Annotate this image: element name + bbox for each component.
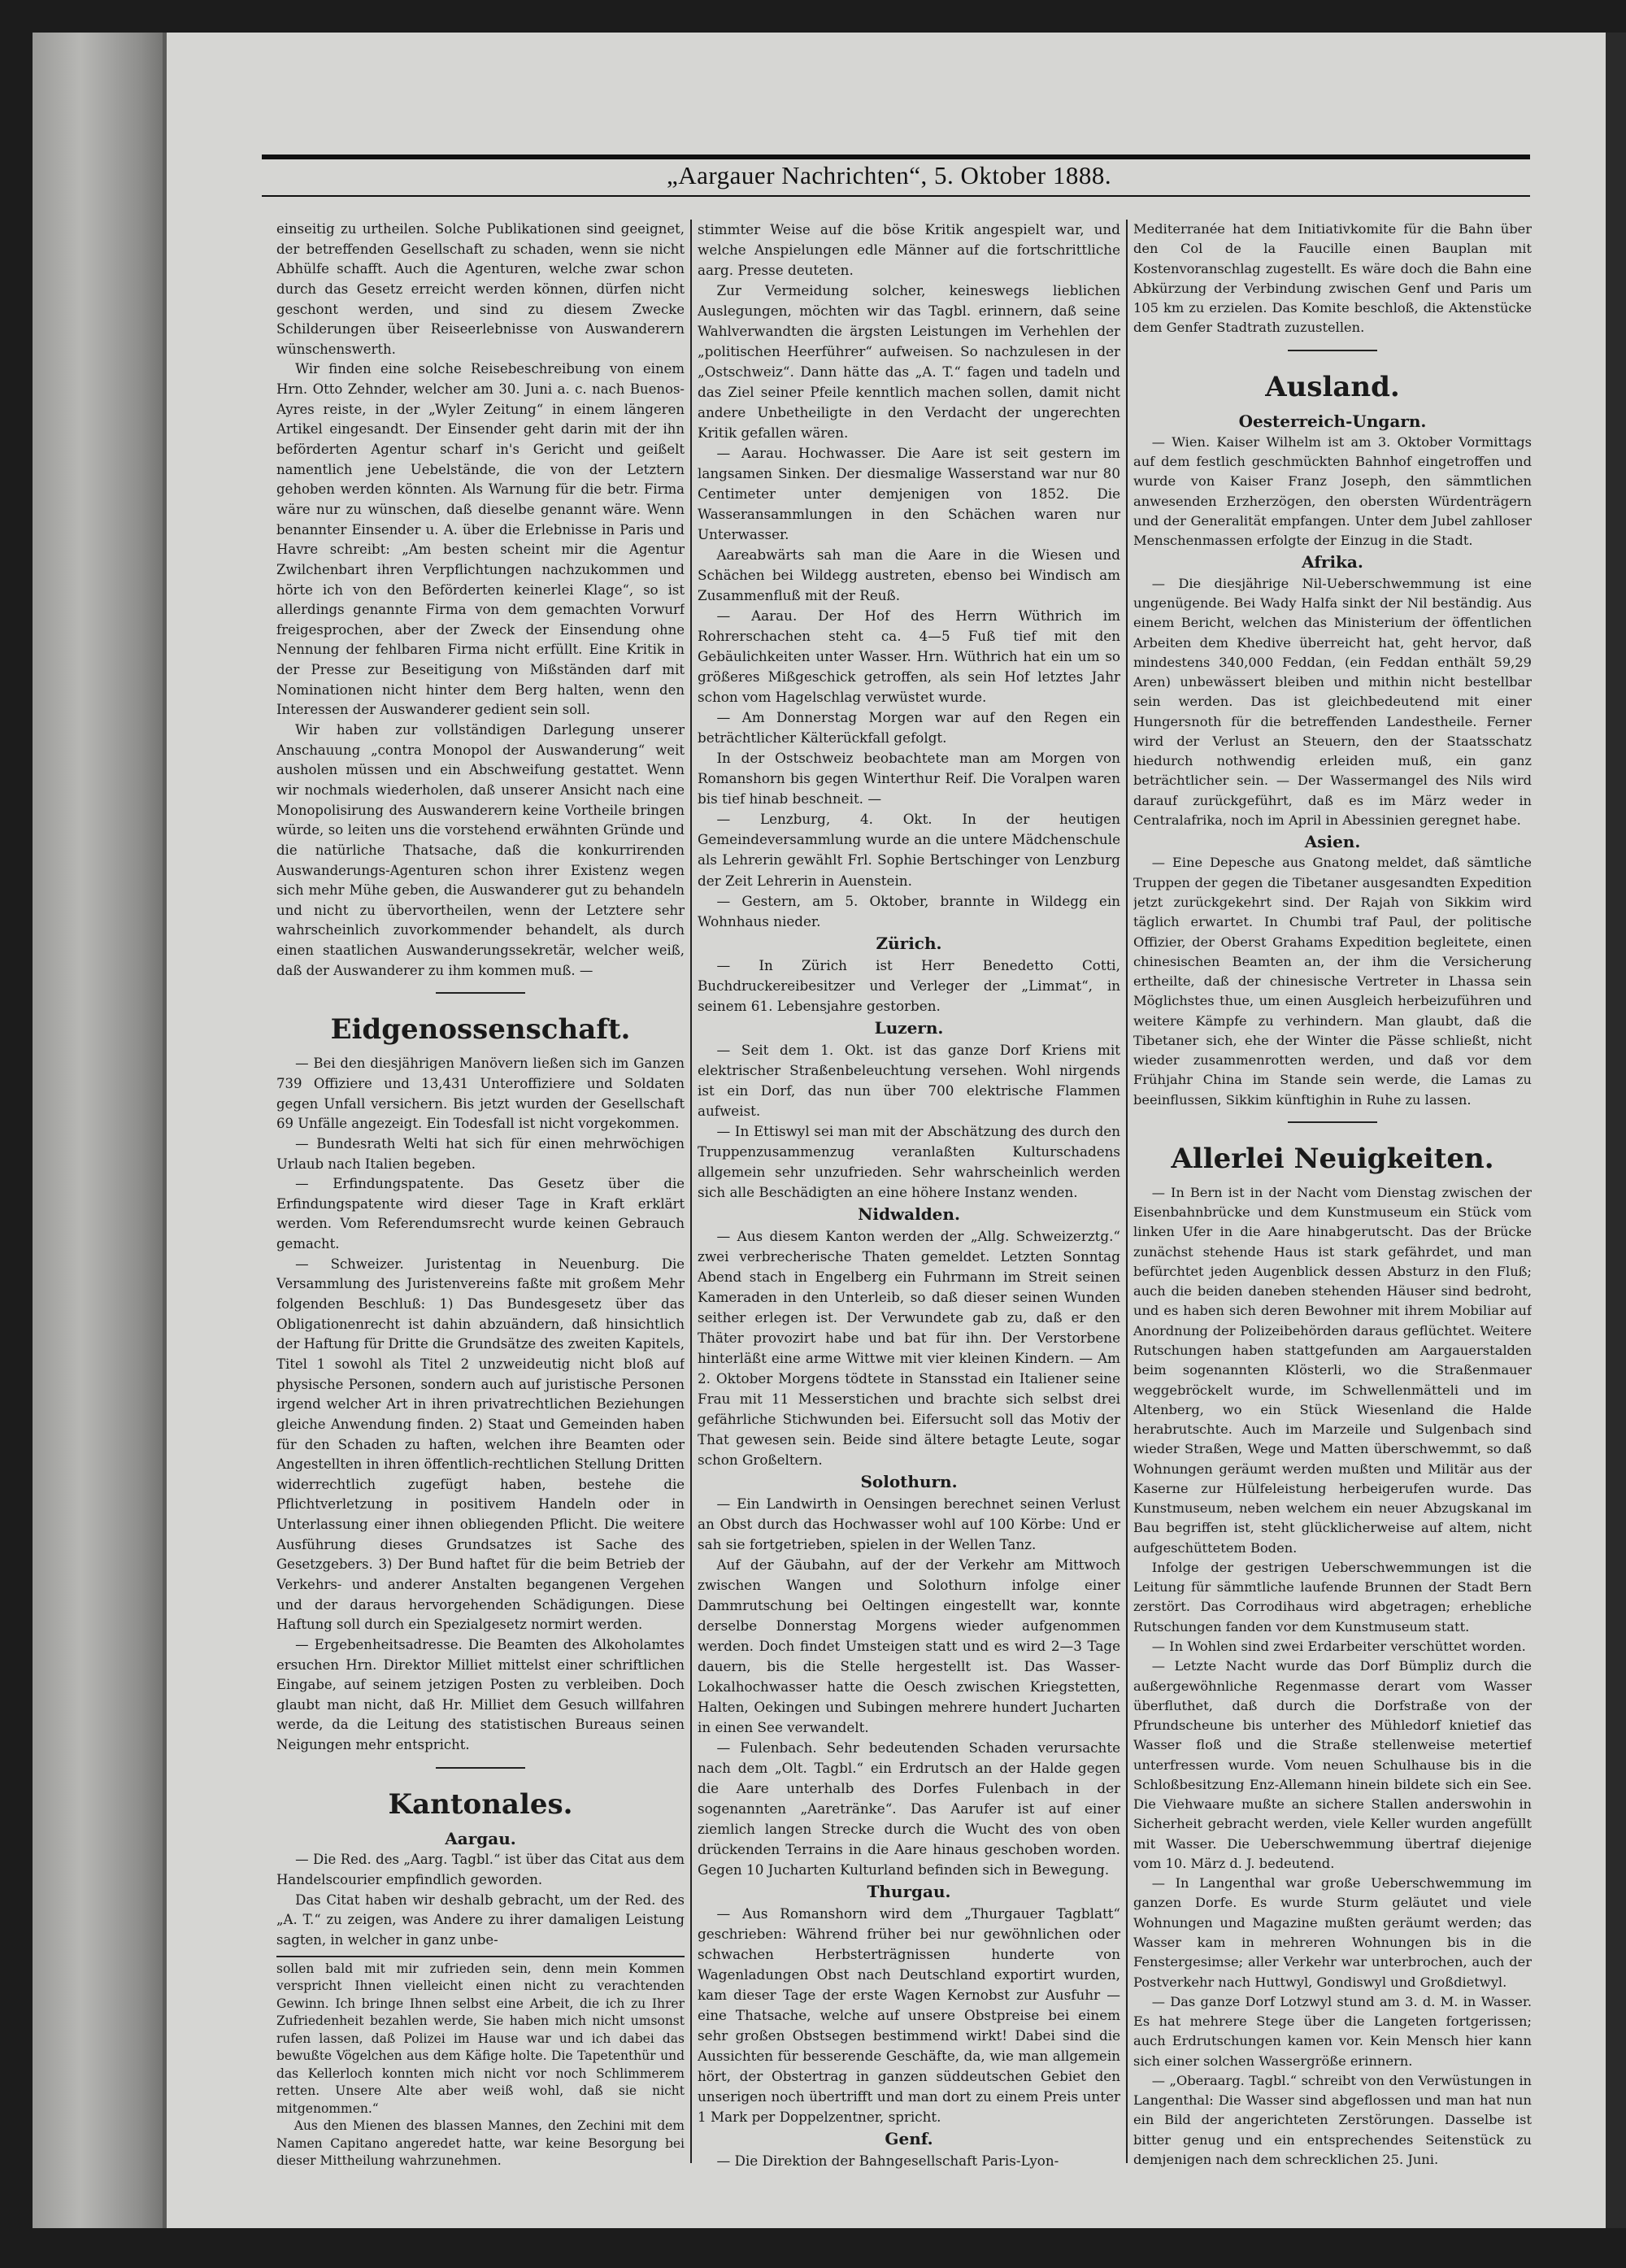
section-heading-kantonales: Kantonales. xyxy=(388,1787,573,1821)
news-item: Auf der Gäubahn, auf der der Verkehr am Mittwoch zwischen Wangen und Solothurn infolge einer Dammrutschung bei Oeltingen eingestellt war, konnte derselbe Donnerstag Morgens wieder aufgenommen werden. Doch findet Umsteigen statt und es wird 2—3 Tage dauern, bis die Stelle hergestellt ist. Das Wasser-Lokalhochwasser hatte die Oesch zwischen Kriegstetten, Halten, Oekingen und Subingen mehrere hundert Jucharten in einen See verwandelt. xyxy=(698,1556,1120,1736)
article-paragraph: Mediterranée hat dem Initiativkomite für die Bahn über den Col de la Faucille einen Bauplan mit Kostenvoranschlag zugestellt. Es wäre doch die Bahn eine Abkürzung der Verbindung zwischen Genf und Paris um 105 km zu erzielen. Das Komite beschloß, die Aktenstücke dem Genfer Stadtrath zuzustellen. xyxy=(1133,221,1532,336)
news-item: — In Zürich ist Herr Benedetto Cotti, Buchdruckereibesitzer und Verleger der „Limmat“, in seinem 61. Lebensjahre gestorben. xyxy=(698,956,1120,1014)
news-item: — Bundesrath Welti hat sich für einen mehrwöchigen Urlaub nach Italien begeben. xyxy=(276,1135,685,1172)
news-item: — Das ganze Dorf Lotzwyl stund am 3. d. M. in Wasser. Es hat mehrere Stege über die Langeten fortgerissen; auch Erdrutschungen kamen vor. Kein Mensch hier kann sich einer solchen Wassergröße erinnern. xyxy=(1133,1993,1532,2069)
section-rule xyxy=(1288,1121,1377,1123)
subheading-aargau: Aargau. xyxy=(445,1828,516,1848)
header-rule-top xyxy=(262,155,1530,159)
page-right-shadow xyxy=(1606,33,1626,2228)
news-item: — In Wohlen sind zwei Erdarbeiter verschüttet worden. xyxy=(1151,1639,1526,1654)
news-item: Aareabwärts sah man die Aare in die Wiesen und Schächen bei Wildegg austreten, ebenso bei Windisch am Zusammenfluß mit der Reuß. xyxy=(698,546,1120,604)
column-divider-2 xyxy=(1126,220,1128,2163)
feuilleton-rule xyxy=(276,1956,685,1957)
news-item: — Ein Landwirth in Oensingen berechnet seinen Verlust an Obst durch das Hochwasser wohl auf 100 Körbe: Und er sah sie fortgetrieben, spielen in der Wellen Tanz. xyxy=(698,1495,1120,1552)
column-1 xyxy=(276,220,685,2171)
news-item: — Erfindungspatente. Das Gesetz über die Erfindungspatente wird dieser Tage in Kraft erklärt werden. Vom Referendumsrecht wurde keinen Gebrauch gemacht. xyxy=(276,1176,685,1252)
subheading-genf: Genf. xyxy=(885,2129,933,2149)
news-item: — In Bern ist in der Nacht vom Dienstag zwischen der Eisenbahnbrücke und dem Kunstmuseum ein Stück vom linken Ufer in die Aare hinabgerutscht. Das der Brücke zunächst stehende Haus ist stark gefährdet, und man befürchtet jeden Augenblick dessen Absturz in den Fluß; auch die beiden daneben stehenden Häuser sind bedroht, und es haben sich deren Bewohner mit ihrem Mobiliar auf Anordnung der Polizeibehörden daraus geflüchtet. Weitere Rutschungen haben stattgefunden am Aargauerstalden beim sogenannten Klösterli, wo die Straßenmauer weggebröckelt wurde, im Schwellenmätteli und im Altenberg, wo ein Stück Wiesenland die Halde herabrutschte. Auch im Marzeile und Sulgenbach sind wieder Straßen, Wege und Matten überschwemmt, so daß Wohnungen geräumt werden mußten und Militär aus der Kaserne zur Hülfeleistung herbeigerufen wurde. Das Kunstmuseum, neben welchem ein neuer Abzugskanal im Bau begriffen ist, steht glücklicherweise auf altem, nicht aufgeschüttetem Boden. xyxy=(1133,1184,1532,1556)
article-paragraph: Wir finden eine solche Reisebeschreibung von einem Hrn. Otto Zehnder, welcher am 30. Juni a. c. nach Buenos-Ayres reiste, in der „Wyler Zeitung“ in einem längeren Artikel eingesandt. Der Einsender geht darin mit der ihn beförderten Agentur scharf in's Gericht und geißelt namentlich jene Uebelstände, die von der Letztern gehoben werden könnten. Als Warnung für die betr. Firma wäre nur zu wünschen, daß dieselbe genannt wäre. Wenn benannter Einsender u. A. über die Erlebnisse in Paris und Havre schreibt: „Am besten scheint mir die Agentur Zwilchenbart ihren Verpflichtungen nachzukommen und hörte ich von den Beförderten keinerlei Klage“, so ist allerdings genannte Firma von dem gemachten Vorwurf freigesprochen, aber der Zweck der Einsendung ohne Nennung der fehlbaren Firma nicht erfüllt. Eine Kritik in der Presse zur Beseitigung von Mißständen darf mit Nominationen nicht hinter dem Berg halten, wenn den Interessen der Auswanderer gedient sein soll. xyxy=(276,361,685,718)
column-2 xyxy=(698,220,1120,2171)
news-item: — „Oberaarg. Tagbl.“ schreibt von den Verwüstungen in Langenthal: Die Wasser sind abgeflossen und man hat nun ein Bild der angerichteten Zerstörungen. Dasselbe ist bitter genug und ein entsprechendes Seitenstück zu demjenigen nach dem schrecklichen 25. Juni. xyxy=(1133,2072,1532,2167)
news-item: — Eine Depesche aus Gnatong meldet, daß sämtliche Truppen der gegen die Tibetaner ausgesandten Expedition jetzt zurückgekehrt sind. Der Rajah von Sikkim wird täglich erwartet. In Chumbi traf Paul, der politische Offizier, der Oberst Grahams Expedition begleitete, einen chinesischen Beamten an, der ihm die Versicherung ertheilte, daß der chinesische Vertreter in Lhassa sein Möglichstes thue, um einen Ausgleich herbeizuführen und weitere Kämpfe zu verhindern. Man glaubt, daß die Tibetaner sich, ehe der Winter die Pässe schließt, nicht wieder zusammenrotten werden, und daß vor dem Frühjahr China im Stande sein werde, die Lamas zu beeinflussen, Sikkim künftighin in Ruhe zu lassen. xyxy=(1133,855,1532,1108)
section-rule xyxy=(436,992,525,994)
feuilleton-text: sollen bald mit mir zufrieden sein, denn mein Kommen verspricht Ihnen vielleicht einen nicht zu verachtenden Gewinn. Ich bringe Ihnen selbst eine Arbeit, die ich zu Ihrer Zufriedenheit bezahlen werde, Sie haben mich nicht umsonst rufen lassen, daß Polizei im Hause war und ich dabei das bewußte Vögelchen aus dem Käfige holte. Die Tapetenthür und das Kellerloch konnten mich nicht vor noch Schlimmerem retten. Unsere Alte aber weiß wohl, daß sie nicht mitgenommen.“ xyxy=(276,1961,685,2116)
news-item: — Seit dem 1. Okt. ist das ganze Dorf Kriens mit elektrischer Straßenbeleuchtung versehen. Wohl nirgends ist ein Dorf, das nun über 700 elektrische Flammen aufweist. xyxy=(698,1041,1120,1119)
news-item: — In Langenthal war große Ueberschwemmung im ganzen Dorfe. Es wurde Sturm geläutet und viele Wohnungen und Magazine mußten geräumt werden; das Wasser kam in mehreren Wohnungen bis in die Fenstergesimse; aller Verkehr war unterbrochen, auch der Postverkehr nach Huttwyl, Gondiswyl und Großdietwyl. xyxy=(1133,1875,1532,1990)
subheading-afrika: Afrika. xyxy=(1302,552,1363,572)
news-item: Infolge der gestrigen Ueberschwemmungen ist die Leitung für sämmtliche laufende Brunnen der Stadt Bern zerstört. Das Corrodihaus wird abgetragen; erhebliche Rutschungen fanden vor dem Kunstmuseum statt. xyxy=(1133,1559,1532,1635)
news-item: Das Citat haben wir deshalb gebracht, um der Red. des „A. T.“ zu zeigen, was Andere zu ihrer damaligen Leistung sagten, in welcher in ganz unbe- xyxy=(276,1891,685,1948)
section-rule xyxy=(1288,350,1377,351)
news-item: — Aus diesem Kanton werden der „Allg. Schweizerztg.“ zwei verbrecherische Thaten gemeldet. Letzten Sonntag Abend stach in Engelberg ein Fuhrmann im Streit seinen Kameraden in den Unterleib, so daß dieser seinen Wunden seither erlegen ist. Der Verwundete gab zu, daß er den Thäter provozirt habe und bat für ihn. Der Verstorbene hinterläßt eine arme Wittwe mit vier kleinen Kindern. — Am 2. Oktober Morgens tödtete in Stansstad ein Italiener seine Frau mit 11 Messerstichen und brachte sich selbst drei gefährliche Stichwunden bei. Eifersucht soll das Motiv der That gewesen sein. Beide sind ältere betagte Leute, sogar schon Großeltern. xyxy=(698,1227,1120,1468)
section-rule xyxy=(436,1767,525,1769)
news-item: — Am Donnerstag Morgen war auf den Regen ein beträchtlicher Kälterückfall gefolgt. xyxy=(698,709,1120,747)
news-item: — Gestern, am 5. Oktober, brannte in Wildegg ein Wohnhaus nieder. xyxy=(698,892,1120,929)
news-item: In der Ostschweiz beobachtete man am Morgen von Romanshorn bis gegen Winterthur Reif. Die Voralpen waren bis tief hinab beschneit. — xyxy=(698,750,1120,808)
news-item: — In Ettiswyl sei man mit der Abschätzung des durch den Truppenzusammenzug veranlaßten Kulturschadens allgemein sehr unzufrieden. Sehr wahrscheinlich werden sich alle Beschädigten an eine höhere Instanz wenden. xyxy=(698,1122,1120,1200)
news-item: — Letzte Nacht wurde das Dorf Bümpliz durch die außergewöhnliche Regenmasse derart vom Wasser überfluthet, daß durch die Dorfstraße von der Pfrundscheune bis unterher des Mühledorf knietief das Wasser floß und die Straße stellenweise metertief unterfressen wurde. Vom neuen Schulhause bis in die Schloßbesitzung Enz-Allemann hinein bildete sich ein See. Die Viehwaare mußte an sichere Stallen anderswohin in Sicherheit gebracht werden, viele Keller wurden angefüllt mit Wasser. Die Ueberschwemmung übertraf diejenige vom 10. März d. J. bedeutend. xyxy=(1133,1658,1532,1871)
column-3 xyxy=(1133,220,1532,2171)
section-heading-eidgenossenschaft: Eidgenossenschaft. xyxy=(330,1013,631,1047)
news-item: — Die Red. des „Aarg. Tagbl.“ ist über das Citat aus dem Handelscourier empfindlich geworden. xyxy=(276,1852,685,1888)
news-item: — Aarau. Hochwasser. Die Aare ist seit gestern im langsamen Sinken. Der diesmalige Wasserstand war nur 80 Centimeter unter demjenigen von 1852. Die Wasseransammlungen in den Schächen waren nur Unterwasser. xyxy=(698,445,1120,543)
news-item: — Bei den diesjährigen Manövern ließen sich im Ganzen 739 Offiziere und 13,431 Unteroffiziere und Soldaten gegen Unfall versichern. Bis jetzt wurden der Gesellschaft 69 Unfälle angezeigt. Ein Todesfall ist nicht vorgekommen. xyxy=(276,1056,685,1132)
subheading-nidwalden: Nidwalden. xyxy=(858,1204,960,1224)
news-item: — Aus Romanshorn wird dem „Thurgauer Tagblatt“ geschrieben: Während früher bei nur gewöhnlichen oder schwachen Herbsterträgnissen hunderte von Wagenladungen Obst nach Deutschland exportirt wurden, kam dieser Tage der erste Wagen Kernobst zur Ausfuhr — eine Thatsache, welche auf unsere Obstpreise bei einem sehr großen Obstsegen bestimmend wirkt! Dabei sind die Aussichten für besserende Geschäfte, da, wie man allgemein hört, der Obstertrag in ganzen süddeutschen Gebiet den unserigen noch übertrifft und man dort zu einem Preis unter 1 Mark per Doppelzentner, spricht. xyxy=(698,1905,1120,2126)
news-item: — Lenzburg, 4. Okt. In der heutigen Gemeindeversammlung wurde an die untere Mädchenschule als Lehrerin gewählt Frl. Sophie Bertschinger von Lenzburg der Zeit Lehrerin in Auenstein. xyxy=(698,811,1120,889)
section-heading-allerlei-neuigkeiten: Allerlei Neuigkeiten. xyxy=(1171,1142,1494,1175)
article-paragraph: Wir haben zur vollständigen Darlegung unserer Anschauung „contra Monopol der Auswanderung“ weit ausholen müssen und ein Abschweifung gestattet. Wenn wir nochmals wiederholen, daß unserer Ansicht nach eine Monopolisirung des Auswanderern keine Vortheile bringen würde, so leiten uns die vorstehend erwähnten Gründe und die natürliche Thatsache, daß die konkurrirenden Auswanderungs-Agenturen schon ihrer Existenz wegen sich mehr Mühe geben, die Auswanderer gut zu behandeln und nicht zu übervortheilen, wenn der Letztere sehr wahrscheinlich zuvorkommender behandelt, als durch einen staatlichen Auswanderungssekretär, welcher weiß, daß der Auswanderer zu ihm kommen muß. — xyxy=(276,722,685,978)
header-rule-bottom xyxy=(262,195,1530,197)
article-paragraph: einseitig zu urtheilen. Solche Publikationen sind geeignet, der betreffenden Gesellschaft zu schaden, wenn sie nicht Abhülfe schafft. Auch die Agenturen, welche zwar schon durch das Gesetz erreicht werden können, dürfen nicht geschont werden, und sind zu diesem Zwecke Schilderungen über Reiseerlebnisse von Auswanderern wünschenswerth. xyxy=(276,221,685,357)
masthead-title: „Aargauer Nachrichten“, 5. Oktober 1888. xyxy=(667,161,1112,189)
section-heading-ausland: Ausland. xyxy=(1265,370,1400,403)
feuilleton-text: Aus den Mienen des blassen Mannes, den Zechini mit dem Namen Capitano angeredet hatte, war keine Besorgung bei dieser Mittheilung wahrzunehmen. xyxy=(276,2118,685,2169)
subheading-asien: Asien. xyxy=(1304,832,1361,852)
subheading-solothurn: Solothurn. xyxy=(860,1471,958,1491)
news-item: — Die diesjährige Nil-Ueberschwemmung ist eine ungenügende. Bei Wady Halfa sinkt der Nil beständig. Aus einem Bericht, welchen das Ministerium der öffentlichen Arbeiten dem Khedive überreicht hat, geht hervor, daß mindestens 340,000 Feddan, (ein Feddan enthält 59,29 Aren) unbewässert bleiben und mithin nicht bestellbar sein werden. Das ist gleichbedeutend mit einer Hungersnoth für die betreffenden Landestheile. Ferner wird der Verlust an Steuern, den der Staatsschatz hiedurch nothwendig erleiden muß, ein ganz beträchtlicher sein. — Der Wassermangel des Nils wird darauf zurückgeführt, daß es im März weder in Centralafrika, noch im April in Abessinien geregnet habe. xyxy=(1133,575,1532,828)
subheading-oesterreich-ungarn: Oesterreich-Ungarn. xyxy=(1238,411,1427,431)
article-paragraph: Zur Vermeidung solcher, keineswegs lieblichen Auslegungen, möchten wir das Tagbl. erinnern, daß seine Wahlverwandten die ärgsten Leistungen im Verhehlen der „politischen Heerführer“ aufweisen. So nachzulesen in der „Ostschweiz“. Dann hätte das „A. T.“ fagen und tadeln und das Ziel seiner Pfeile kenntlich machen sollen, damit nicht andere Unbetheiligte in den Verdacht der ungerechten Kritik gefallen wären. xyxy=(698,282,1120,442)
news-item: — Aarau. Der Hof des Herrn Wüthrich im Rohrerschachen steht ca. 4—5 Fuß tief mit den Gebäulichkeiten unter Wasser. Hrn. Wüthrich hat ein um so größeres Mißgeschick getroffen, als sein Hof letztes Jahr schon vom Hagelschlag verwüstet wurde. xyxy=(698,607,1120,706)
news-item: — Die Direktion der Bahngesellschaft Paris-Lyon- xyxy=(716,2153,1059,2170)
subheading-thurgau: Thurgau. xyxy=(867,1882,951,1902)
book-spine-edge xyxy=(33,33,169,2228)
news-item: — Schweizer. Juristentag in Neuenburg. Die Versammlung des Juristenvereins faßte mit großem Mehr folgenden Beschluß: 1) Das Bundesgesetz über das Obligationenrecht ist dahin abzuändern, daß hinsichtlich der Haftung für Dritte die Grundsätze des zweiten Kapitels, Titel 1 sowohl als Titel 2 unzweideutig nicht bloß auf physische Personen, sondern auch auf juristische Personen irgend welcher Art in ihren privatrechtlichen Beziehungen gleiche Anwendung finden. 2) Staat und Gemeinden haben für den Schaden zu haften, welchen ihre Beamten oder Angestellten in ihren öffentlich-rechtlichen Stellung Dritten widerrechtlich zugefügt haben, bestehe die Pflichtverletzung in positivem Handeln oder in Unterlassung einer ihnen obliegenden Pflicht. Die weitere Ausführung dieses Grundsatzes ist Sache des Gesetzgebers. 3) Der Bund haftet für die beim Betrieb der Verkehrs- und anderer Anstalten begangenen Vergehen und der daraus hervorgehenden Schädigungen. Diese Haftung soll durch ein Spezialgesetz normirt werden. xyxy=(276,1256,685,1633)
news-item: — Ergebenheitsadresse. Die Beamten des Alkoholamtes ersuchen Hrn. Direktor Milliet mittelst einer schriftlichen Eingabe, auf seinem jetzigen Posten zu verbleiben. Doch glaubt man nicht, daß Hr. Milliet dem Gesuch willfahren werde, da die Leitung des statistischen Bureaus seinen Neigungen mehr entspricht. xyxy=(276,1636,685,1753)
news-item: — Fulenbach. Sehr bedeutenden Schaden verursachte nach dem „Olt. Tagbl.“ ein Erdrutsch an der Halde gegen die Aare unterhalb des Dorfes Fulenbach in der sogenannten „Aaretränke“. Das Aarufer ist auf einer ziemlich langen Strecke durch die Wucht des von oben drückenden Terrains in die Aare hinaus geschoben worden. Gegen 10 Jucharten Kulturland befinden sich in Bewegung. xyxy=(698,1739,1120,1878)
article-paragraph: stimmter Weise auf die böse Kritik angespielt war, und welche Anspielungen edle Männer auf die fortschrittliche aarg. Presse deuteten. xyxy=(698,221,1120,279)
subheading-luzern: Luzern. xyxy=(874,1017,944,1038)
column-divider-1 xyxy=(690,220,692,2163)
subheading-zuerich: Zürich. xyxy=(876,933,942,953)
news-item: — Wien. Kaiser Wilhelm ist am 3. Oktober Vormittags auf dem festlich geschmückten Bahnhof eingetroffen und wurde von Kaiser Franz Joseph, den sämmtlichen anwesenden Erzherzögen, den obersten Würdenträgern und der Generalität empfangen. Unter dem Jubel zahlloser Menschenmassen erfolgte der Einzug in die Stadt. xyxy=(1133,433,1532,549)
